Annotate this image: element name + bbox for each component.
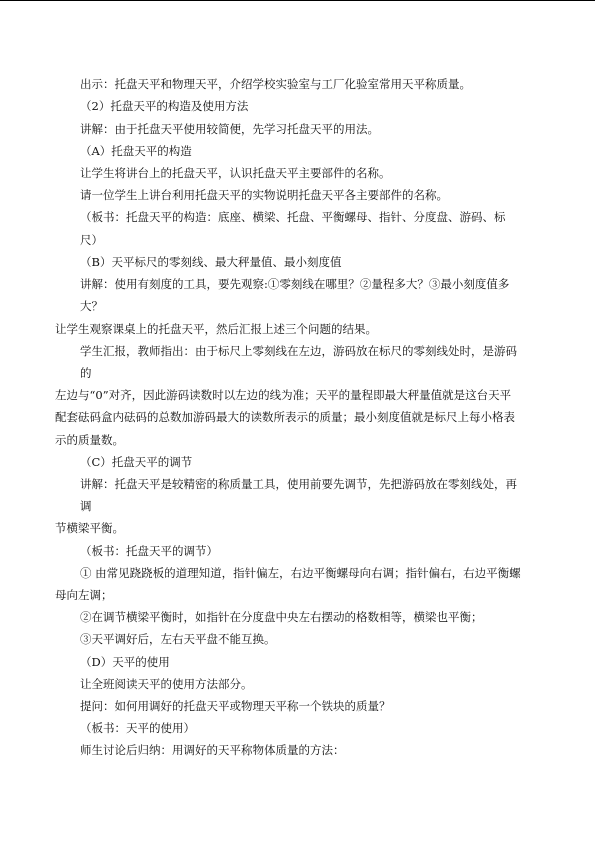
- text-line-c-1: 讲解：托盘天平是较精密的称质量工具，使用前要先调节，先把游码放在零刻线处，再: [80, 477, 517, 491]
- list-item-c-2: ②在调节横梁平衡时，如指针在分度盘中央左右摆动的格数相等，横梁也平衡；: [80, 610, 483, 624]
- blackboard-note-d: （板书：天平的使用）: [80, 721, 195, 735]
- text-line-b-2: 让学生观察课桌上的托盘天平，然后汇报上述三个问题的结果。: [55, 322, 377, 336]
- text-line-b-3: 学生汇报，教师指出：由于标尺上零刻线在左边，游码放在标尺的零刻线处时，是游码: [80, 344, 517, 358]
- text-line-a-2: 请一位学生上讲台利用托盘天平的实物说明托盘天平各主要部件的名称。: [80, 188, 448, 202]
- subsection-heading-d: （D）天平的使用: [80, 655, 170, 669]
- text-line-b-4: 左边与“0”对齐，因此游码读数时以左边的线为准；天平的量程即最大秤量值就是这台天平: [55, 388, 512, 402]
- text-line-a-1: 让学生将讲台上的托盘天平，认识托盘天平主要部件的名称。: [80, 166, 391, 180]
- subsection-heading-a: （A）托盘天平的构造: [80, 144, 192, 158]
- text-line-d-3: 师生讨论后归纳：用调好的天平称物体质量的方法：: [80, 743, 345, 757]
- blackboard-note-a-cont: 尺）: [80, 233, 103, 247]
- list-item-c-1-cont: 母向左调；: [55, 588, 113, 602]
- subsection-heading-c: （C）托盘天平的调节: [80, 455, 193, 469]
- blackboard-note-a: （板书：托盘天平的构造：底座、横梁、托盘、平衡螺母、指针、分度盘、游码、标: [80, 210, 506, 224]
- text-line-b-1: 讲解：使用有刻度的工具，要先观察:①零刻线在哪里？②量程多大？③最小刻度值多: [80, 277, 510, 291]
- text-line-b-5: 配套砝码盒内砝码的总数加游码最大的读数所表示的质量；最小刻度值就是标尺上每小格表: [55, 410, 515, 424]
- text-line-b-3-cont: 的: [80, 366, 92, 380]
- text-line-d-2: 提问：如何用调好的托盘天平或物理天平称一个铁块的质量？: [80, 699, 391, 713]
- list-item-c-1: ① 由常见跷跷板的道理知道，指针偏左，右边平衡螺母向右调；指针偏右，右边平衡螺: [80, 566, 521, 580]
- text-line-d-1: 让全班阅读天平的使用方法部分。: [80, 677, 253, 691]
- blackboard-note-c: （板书：托盘天平的调节）: [80, 544, 218, 558]
- text-line-intro: 出示：托盘天平和物理天平，介绍学校实验室与工厂化验室常用天平称质量。: [80, 77, 471, 91]
- subsection-heading-b: （B）天平标尺的零刻线、最大秤量值、最小刻度值: [80, 255, 342, 269]
- section-heading-2: （2）托盘天平的构造及使用方法: [80, 99, 249, 113]
- text-line-explain-1: 讲解：由于托盘天平使用较简便，先学习托盘天平的用法。: [80, 122, 379, 136]
- list-item-c-3: ③天平调好后，左右天平盘不能互换。: [80, 632, 276, 646]
- text-line-b-1-cont: 大？: [80, 299, 103, 313]
- text-line-c-2: 节横梁平衡。: [55, 521, 124, 535]
- text-line-b-6: 示的质量数。: [55, 433, 124, 447]
- text-line-c-1-cont: 调: [80, 499, 92, 513]
